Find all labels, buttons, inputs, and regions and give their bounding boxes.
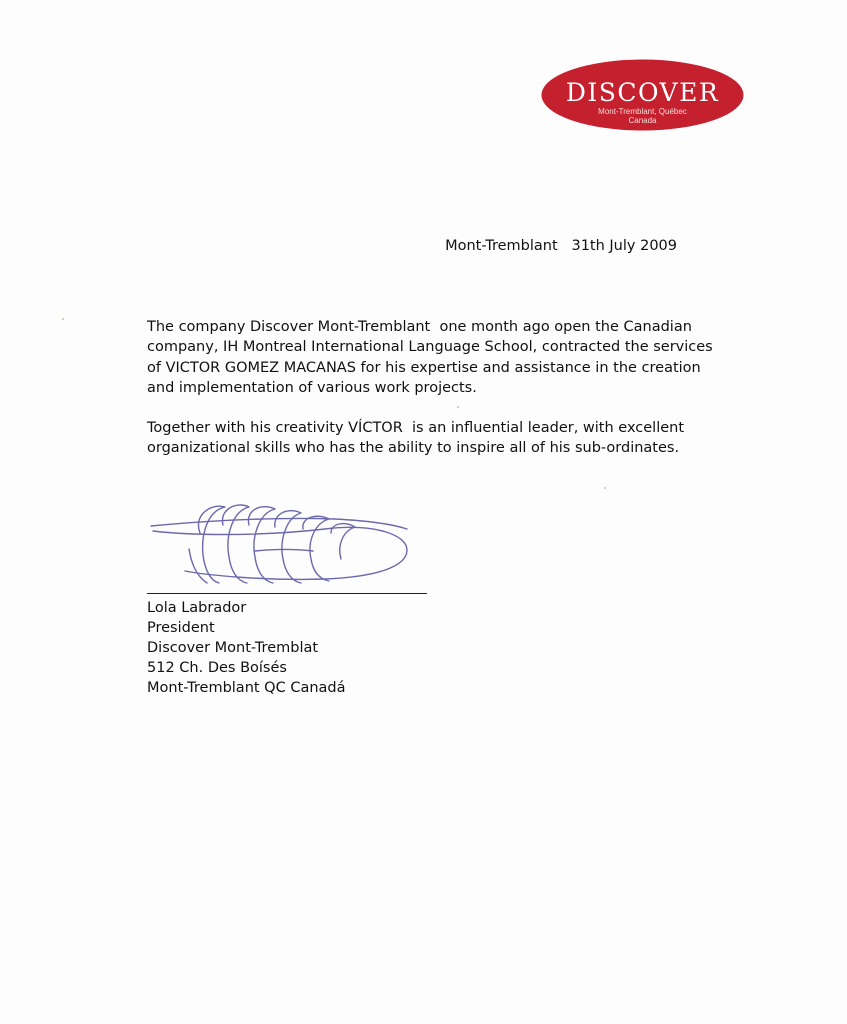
discover-logo (541, 59, 744, 131)
signatory-address-line1: 512 Ch. Des Boísés (147, 660, 287, 676)
scan-speck (604, 487, 606, 489)
scan-speck (62, 318, 64, 320)
paragraph-1-line: company, IH Montreal International Language School, contracted the services (147, 339, 713, 356)
signatory-address-line2: Mont-Tremblant QC Canadá (147, 680, 346, 696)
paragraph-2-line: Together with his creativity VÍCTOR is an influential leader, with excellent (147, 420, 685, 436)
paragraph-1-line: and implementation of various work projects. (147, 379, 477, 396)
signature-stroke (303, 516, 329, 581)
signature-stroke (198, 506, 225, 583)
paragraph-1-line: of VICTOR GOMEZ MACANAS for his expertise and assistance in the creation (147, 359, 701, 376)
signature-line (147, 593, 427, 594)
signatory-block (147, 598, 346, 698)
signatory-company: Discover Mont-Tremblat (147, 640, 319, 656)
paragraph-1-line: The company Discover Mont-Tremblant one month ago open the Canadian (147, 319, 692, 335)
paragraph-2 (147, 418, 687, 459)
logo-subtitle-line1: Mont-Tremblant, Québec (598, 107, 687, 116)
logo-brand-text: DISCOVER (565, 78, 720, 107)
signature-stroke (189, 549, 207, 583)
scan-speck (457, 406, 459, 408)
signatory-title: President (147, 620, 215, 636)
handwritten-signature (145, 495, 435, 600)
paragraph-1 (147, 317, 713, 398)
signature-stroke (153, 527, 407, 579)
signature-stroke (222, 505, 249, 583)
paragraph-2-line: organizational skills who has the ability to inspire all of his sub-ordinates. (147, 440, 680, 457)
signatory-name: Lola Labrador (147, 600, 247, 616)
logo-subtitle-line2: Canada (628, 116, 657, 125)
signature-stroke (275, 511, 301, 583)
place-date: Mont-Tremblant 31th July 2009 (445, 238, 677, 254)
signature-stroke (255, 550, 313, 552)
signature-stroke (331, 524, 355, 559)
signature-stroke (151, 518, 407, 529)
